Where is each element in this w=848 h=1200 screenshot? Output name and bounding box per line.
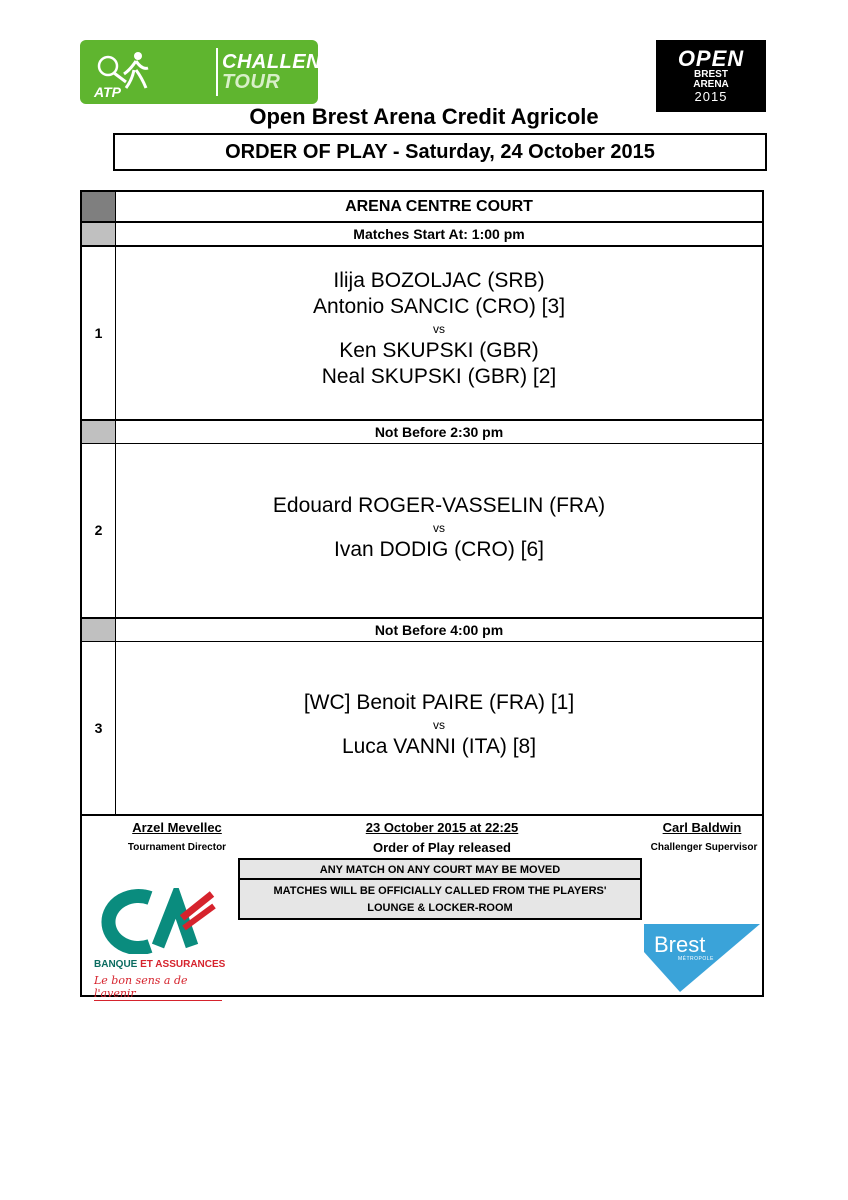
match-number-2: 2 bbox=[94, 522, 103, 538]
tournament-title: Open Brest Arena Credit Agricole bbox=[249, 104, 599, 129]
court-header-cell bbox=[82, 192, 115, 221]
open-brest-arena-logo bbox=[656, 40, 766, 112]
brest-metropole-logo bbox=[642, 922, 762, 994]
release-date: 23 October 2015 at 22:25 bbox=[365, 820, 519, 835]
match-2-player-b: Ivan DODIG (CRO) [6] bbox=[333, 538, 545, 561]
tournament-director-role: Tournament Director bbox=[127, 842, 227, 853]
matches-start-time: Matches Start At: 1:00 pm bbox=[353, 226, 525, 242]
match-1-player-a: Ilija BOZOLJAC (SRB) bbox=[333, 269, 545, 292]
brest-logo-subtext: MÉTROPOLE bbox=[678, 956, 714, 962]
ca-text-assurances: ET ASSURANCES bbox=[140, 959, 226, 970]
logo-separator bbox=[216, 48, 218, 96]
not-before-cell-1 bbox=[82, 421, 115, 443]
match-number-1: 1 bbox=[94, 325, 103, 341]
open-logo-line4: 2015 bbox=[694, 89, 728, 104]
match-3-player-a: [WC] Benoit PAIRE (FRA) [1] bbox=[303, 691, 575, 714]
match-1 bbox=[116, 268, 762, 390]
not-before-cell-2 bbox=[82, 619, 115, 641]
challenger-supervisor-role: Challenger Supervisor bbox=[650, 842, 758, 853]
open-logo-line2: BREST bbox=[694, 69, 728, 80]
not-before-label-2: Not Before 4:00 pm bbox=[374, 622, 504, 638]
challenger-supervisor-name: Carl Baldwin bbox=[662, 820, 742, 835]
match-1-player-c: Ken SKUPSKI (GBR) bbox=[339, 339, 539, 362]
order-of-play-title: ORDER OF PLAY - Saturday, 24 October 2015 bbox=[113, 133, 767, 171]
not-before-label-1: Not Before 2:30 pm bbox=[374, 424, 504, 440]
open-logo-line3: ARENA bbox=[693, 79, 729, 90]
notice-match-moved: ANY MATCH ON ANY COURT MAY BE MOVED bbox=[238, 858, 642, 880]
match-number-3: 3 bbox=[94, 720, 103, 736]
match-1-vs: vs bbox=[433, 322, 445, 336]
match-3-vs: vs bbox=[433, 718, 445, 732]
atp-logo-text bbox=[222, 52, 366, 92]
brest-logo-text: Brest bbox=[654, 932, 706, 957]
atp-line2: TOUR bbox=[222, 71, 281, 93]
match-2 bbox=[116, 493, 762, 563]
match-2-player-a: Edouard ROGER-VASSELIN (FRA) bbox=[272, 494, 606, 517]
match-2-vs: vs bbox=[433, 521, 445, 535]
schedule-table bbox=[80, 190, 764, 1000]
match-1-player-d: Neal SKUPSKI (GBR) [2] bbox=[321, 365, 557, 388]
ca-text-banque: BANQUE bbox=[94, 959, 138, 970]
atp-challenger-tour-logo bbox=[80, 40, 366, 104]
tournament-director-name: Arzel Mevellec bbox=[132, 820, 222, 835]
court-name: ARENA CENTRE COURT bbox=[345, 198, 533, 215]
match-3-player-b: Luca VANNI (ITA) [8] bbox=[341, 735, 537, 758]
tennis-player-icon bbox=[86, 44, 216, 100]
match-1-player-b: Antonio SANCIC (CRO) [3] bbox=[312, 295, 566, 318]
ca-slogan: Le bon sens a de l'avenir bbox=[94, 974, 222, 1001]
open-logo-line1: OPEN bbox=[677, 46, 745, 71]
match-3 bbox=[116, 690, 762, 760]
start-time-cell bbox=[82, 223, 115, 245]
credit-agricole-icon bbox=[88, 888, 228, 954]
release-label: Order of Play released bbox=[372, 840, 511, 855]
atp-mark-text: ATP bbox=[94, 84, 121, 100]
atp-line1: CHALLENGER bbox=[222, 51, 366, 73]
notice-called-from-lounge: MATCHES WILL BE OFFICIALLY CALLED FROM THE PLAYERS' LOUNGE & LOCKER-ROOM bbox=[238, 878, 642, 920]
credit-agricole-logo bbox=[88, 888, 228, 1000]
